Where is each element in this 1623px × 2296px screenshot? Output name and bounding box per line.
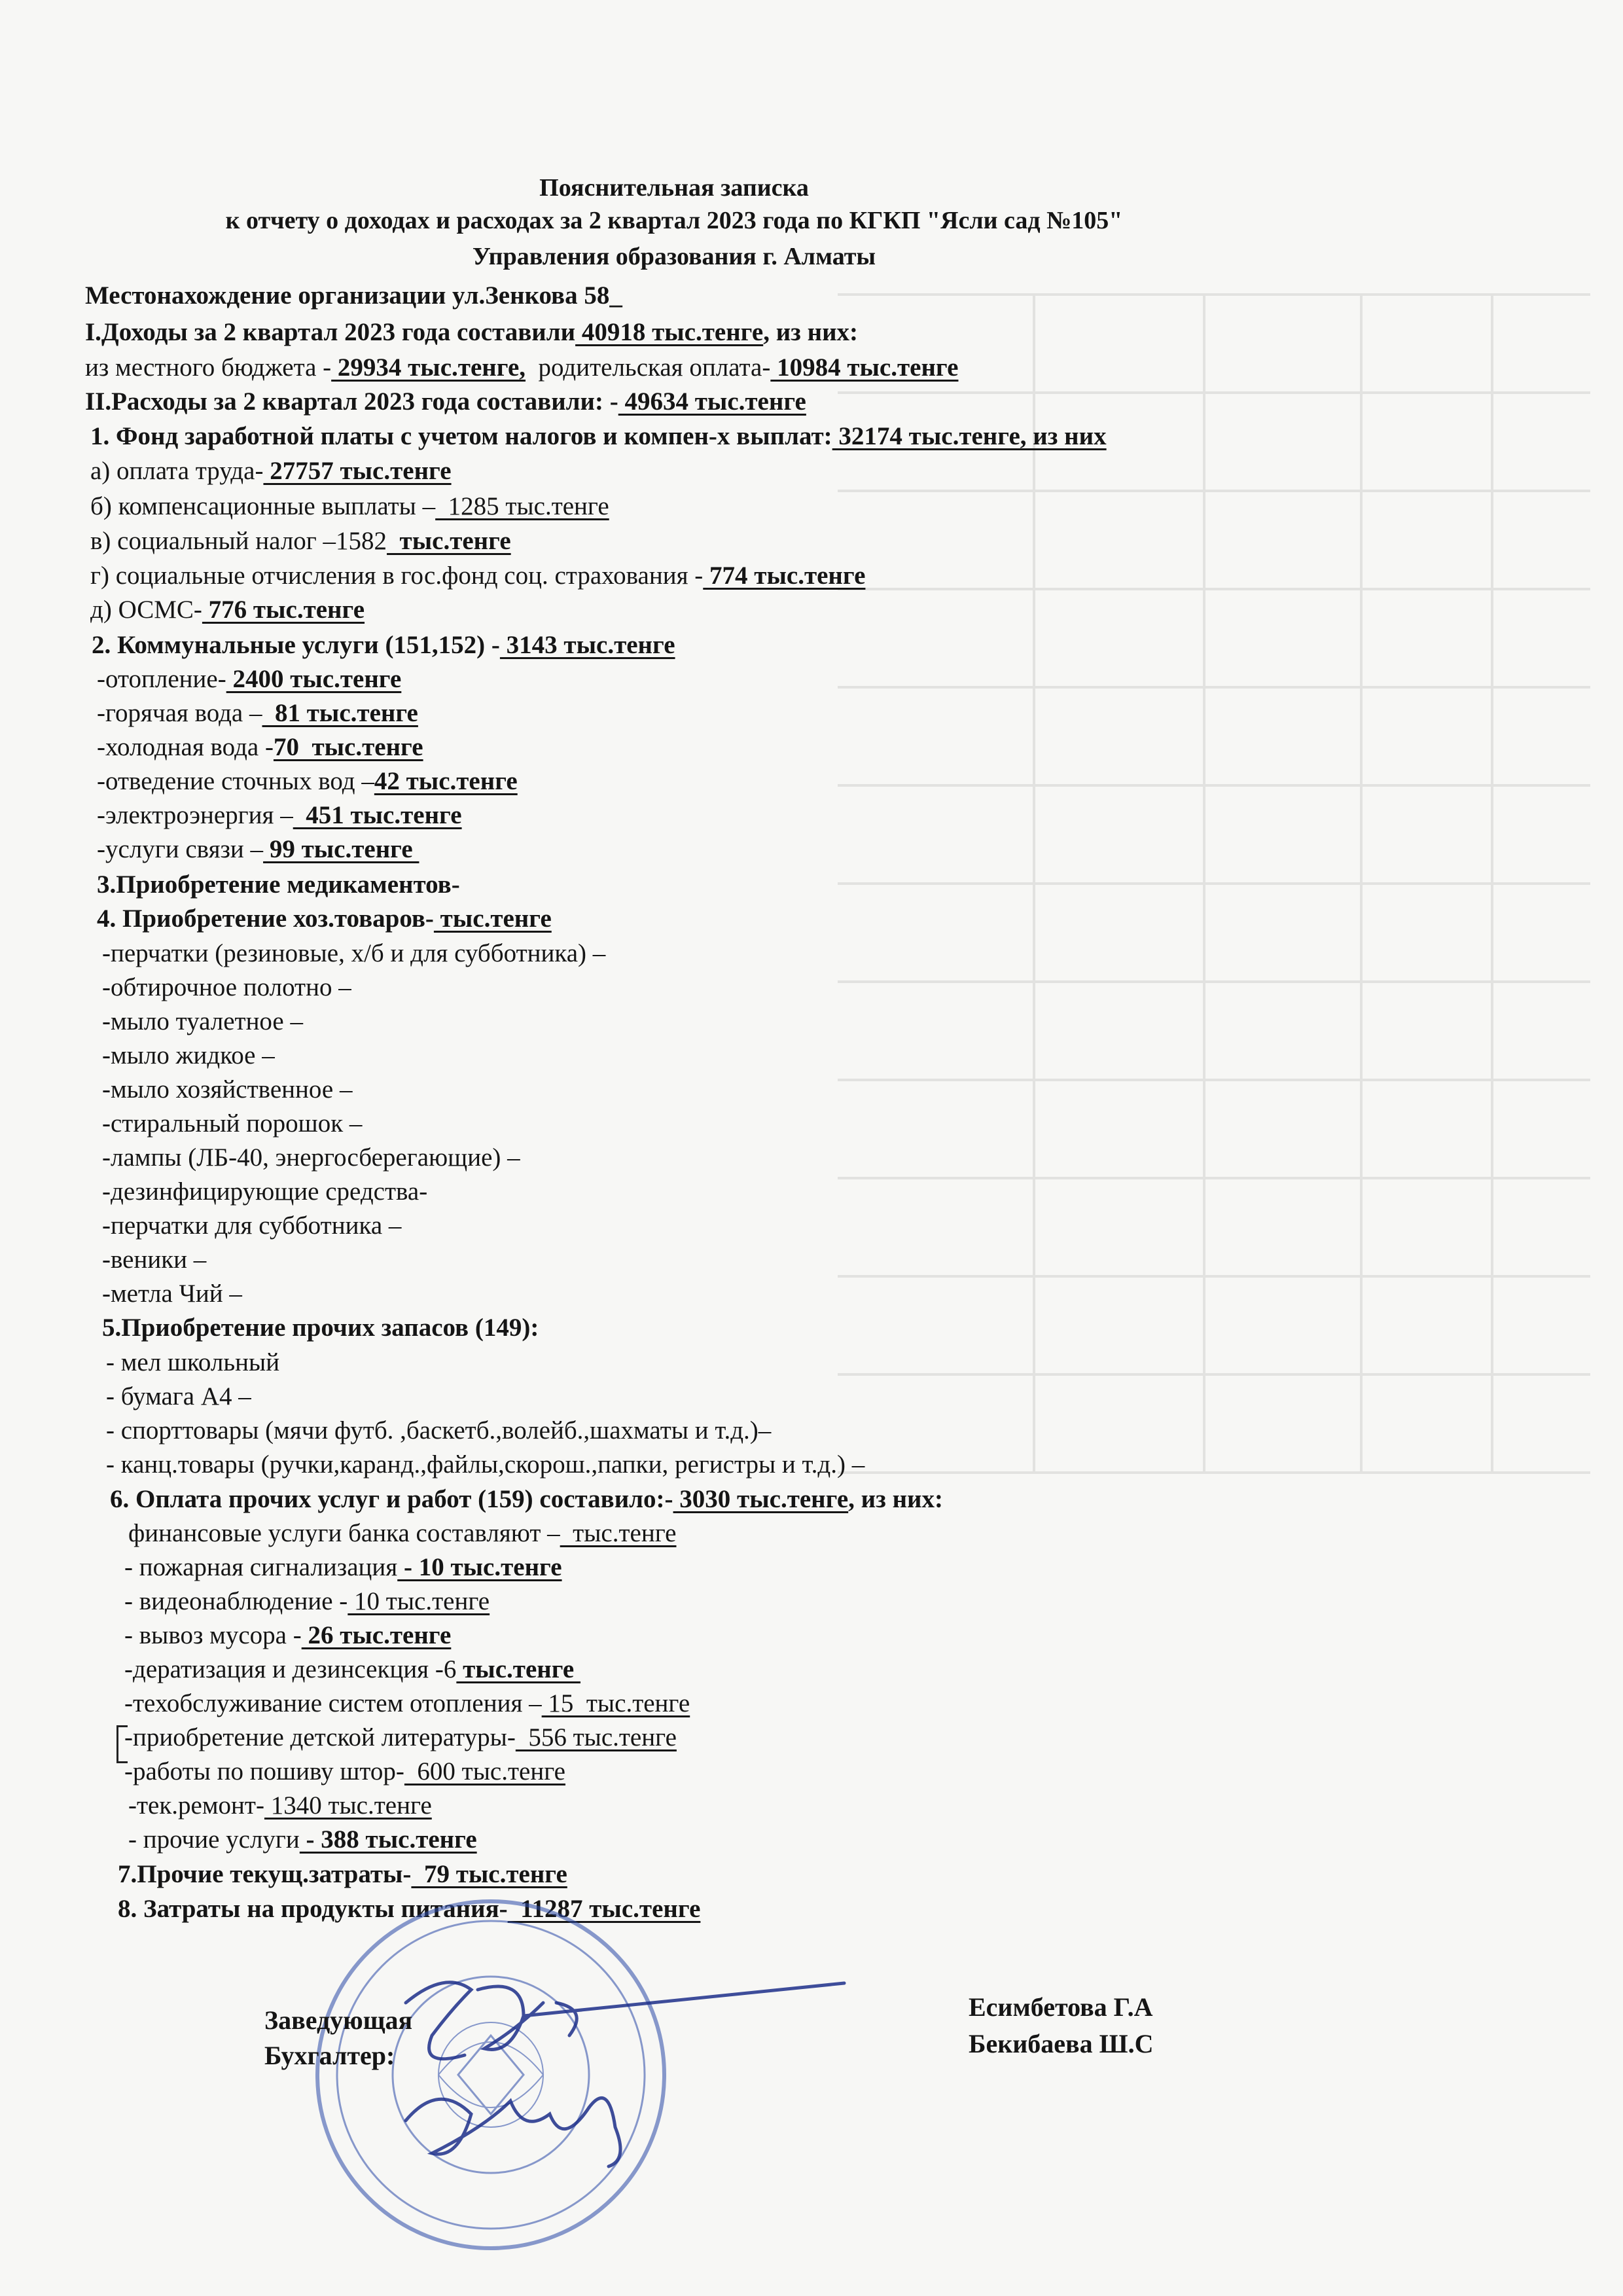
current-costs-line [118, 1859, 567, 1890]
household-item: -дезинфицирующие средства- [102, 1177, 428, 1206]
cold-water-amount: 70 тыс.тенге [273, 733, 423, 761]
osms-amount: 776 тыс.тенге [202, 596, 365, 624]
income-amount: 40918 тыс.тенге [575, 318, 764, 346]
supplies-item: - спорттовары (мячи футб. ,баскетб.,волейб.,шахматы и т.д.)– [106, 1416, 772, 1444]
cold-water-label: -холодная вода - [97, 733, 274, 761]
sewage-label: -отведение сточных вод – [97, 767, 374, 795]
household-line [97, 903, 552, 935]
household-amount: тыс.тенге [433, 905, 552, 933]
income-label: I.Доходы за 2 квартал 2023 года составили [85, 318, 576, 346]
services-line [110, 1484, 943, 1515]
payroll-social-tax [90, 526, 511, 557]
household-item: -обтирочное полотно – [102, 973, 351, 1001]
other-services [128, 1824, 477, 1856]
payroll-amount: 32174 тыс.тенге, из них [832, 422, 1107, 450]
current-repair-label: -тек.ремонт- [128, 1791, 264, 1820]
parent-fee-label: родительская оплата- [526, 353, 771, 382]
childrens-books-amount: 556 тыс.тенге [515, 1723, 677, 1751]
income-breakdown-line [85, 352, 958, 384]
social-insurance-amount: 774 тыс.тенге [703, 562, 866, 590]
handwritten-signature [393, 1964, 851, 2193]
electricity-label: -электроэнергия – [97, 801, 293, 829]
utilities-hot-water [97, 698, 418, 729]
video-surveillance [124, 1586, 490, 1617]
payroll-label: 1. Фонд заработной платы с учетом налогов и компен-х выплат: [90, 422, 832, 450]
supplies-item: - канц.товары (ручки,каранд.,файлы,скорош.,папки, регистры и т.д.) – [106, 1450, 865, 1479]
other-services-amount: - 388 тыс.тенге [299, 1825, 477, 1854]
other-services-label: - прочие услуги [128, 1825, 300, 1854]
heating-maintenance [124, 1688, 690, 1719]
utilities-sewage [97, 766, 518, 797]
current-costs-amount: 79 тыс.тенге [411, 1860, 567, 1888]
hot-water-amount: 81 тыс.тенге [262, 699, 418, 727]
supplies-item: - бумага А4 – [106, 1382, 251, 1410]
supplies-title: 5.Приобретение прочих запасов (149): [102, 1314, 539, 1342]
document-department: Управления образования г. Алматы [472, 243, 876, 270]
location-line: Местонахождение организации ул.Зенкова 58_ [85, 281, 622, 310]
garbage-amount: 26 тыс.тенге [301, 1621, 452, 1649]
household-item: -метла Чий – [102, 1280, 242, 1308]
payroll-social-insurance [90, 560, 865, 592]
services-suffix: , из них: [848, 1485, 943, 1513]
utilities-label: 2. Коммунальные услуги (151,152) - [92, 631, 500, 659]
income-suffix: , из них: [763, 318, 859, 346]
wages-amount: 27757 тыс.тенге [263, 457, 452, 485]
childrens-books [124, 1722, 677, 1753]
utilities-electricity [97, 800, 462, 831]
video-amount: 10 тыс.тенге [348, 1587, 490, 1615]
food-costs-amount: 11287 тыс.тенге [507, 1895, 701, 1923]
income-line [85, 317, 858, 348]
household-item: -мыло хозяйственное – [102, 1075, 353, 1103]
bank-services-amount: тыс.тенге [560, 1519, 677, 1547]
fire-alarm-amount: - 10 тыс.тенге [397, 1553, 562, 1581]
supplies-item: - мел школьный [106, 1348, 280, 1376]
video-label: - видеонаблюдение - [124, 1587, 348, 1615]
household-item: -перчатки (резиновые, х/б и для субботника) – [102, 939, 606, 967]
sewage-amount: 42 тыс.тенге [374, 767, 518, 795]
household-item: -стиральный порошок – [102, 1109, 363, 1138]
medicines-line: 3.Приобретение медикаментов- [97, 870, 460, 899]
curtain-sewing-amount: 600 тыс.тенге [404, 1757, 565, 1785]
payroll-line [90, 421, 1107, 452]
osms-label: д) ОСМС- [90, 596, 202, 624]
curtain-sewing-label: -работы по пошиву штор- [124, 1757, 404, 1785]
utilities-communication [97, 834, 419, 865]
pest-control-amount: тыс.тенге [456, 1655, 580, 1683]
heating-label: -отопление- [97, 665, 226, 693]
fire-alarm [124, 1552, 562, 1583]
household-label: 4. Приобретение хоз.товаров- [97, 905, 434, 933]
compensation-amount: 1285 тыс.тенге [435, 492, 609, 520]
communication-label: -услуги связи – [97, 835, 264, 863]
local-budget-amount: 29934 тыс.тенге, [331, 353, 526, 382]
social-tax-label: в) социальный налог –1582 [90, 527, 387, 555]
services-label: 6. Оплата прочих услуг и работ (159) составило:- [110, 1485, 673, 1513]
utilities-amount: 3143 тыс.тенге [499, 631, 675, 659]
fire-alarm-label: - пожарная сигнализация [124, 1553, 398, 1581]
garbage-removal [124, 1620, 451, 1651]
compensation-label: б) компенсационные выплаты – [90, 492, 436, 520]
payroll-osms [90, 594, 365, 626]
head-name: Есимбетова Г.А [969, 1992, 1153, 2022]
hot-water-label: -горячая вода – [97, 699, 262, 727]
expenses-line [85, 386, 806, 418]
head-role-label: Заведующая [264, 2005, 413, 2035]
heating-maintenance-amount: 15 тыс.тенге [541, 1689, 690, 1717]
social-insurance-label: г) социальные отчисления в гос.фонд соц. страхования - [90, 562, 704, 590]
childrens-books-label: -приобретение детской литературы- [124, 1723, 516, 1751]
current-repair-amount: 1340 тыс.тенге [264, 1791, 432, 1820]
pest-control [124, 1654, 580, 1685]
food-costs-label: 8. Затраты на продукты питания- [118, 1895, 508, 1923]
payroll-wages [90, 456, 452, 487]
local-budget-label: из местного бюджета - [85, 353, 332, 382]
household-item: -перчатки для субботника – [102, 1211, 402, 1240]
electricity-amount: 451 тыс.тенге [293, 801, 462, 829]
wages-label: а) оплата труда- [90, 457, 264, 485]
pest-control-label: -дератизация и дезинсекция -6 [124, 1655, 457, 1683]
payroll-compensation [90, 491, 609, 522]
expenses-amount: 49634 тыс.тенге [618, 387, 806, 416]
utilities-cold-water [97, 732, 423, 763]
household-item: -лампы (ЛБ-40, энергосберегающие) – [102, 1143, 520, 1172]
curtain-sewing [124, 1756, 565, 1787]
social-tax-amount: тыс.тенге [387, 527, 511, 555]
household-item: -веники – [102, 1246, 207, 1274]
garbage-label: - вывоз мусора - [124, 1621, 302, 1649]
heating-maintenance-label: -техобслуживание систем отопления – [124, 1689, 542, 1717]
current-costs-label: 7.Прочие текущ.затраты- [118, 1860, 412, 1888]
heating-amount: 2400 тыс.тенге [226, 665, 402, 693]
expenses-label: II.Расходы за 2 квартал 2023 года составили: - [85, 387, 618, 416]
communication-amount: 99 тыс.тенге [263, 835, 419, 863]
bank-services-label: финансовые услуги банка составляют – [128, 1519, 560, 1547]
utilities-line [92, 630, 675, 661]
accountant-name: Бекибаева Ш.С [969, 2029, 1154, 2058]
current-repair [128, 1790, 432, 1821]
bank-services [128, 1518, 676, 1549]
household-item: -мыло жидкое – [102, 1041, 275, 1069]
household-item: -мыло туалетное – [102, 1007, 303, 1035]
parent-fee-amount: 10984 тыс.тенге [770, 353, 959, 382]
services-amount: 3030 тыс.тенге [673, 1485, 849, 1513]
document-subtitle: к отчету о доходах и расходах за 2 квартал 2023 года по КГКП "Ясли сад №105" [225, 207, 1123, 234]
utilities-heating [97, 664, 401, 695]
document-title: Пояснительная записка [539, 174, 809, 202]
accountant-role-label: Бухгалтер: [264, 2041, 395, 2070]
